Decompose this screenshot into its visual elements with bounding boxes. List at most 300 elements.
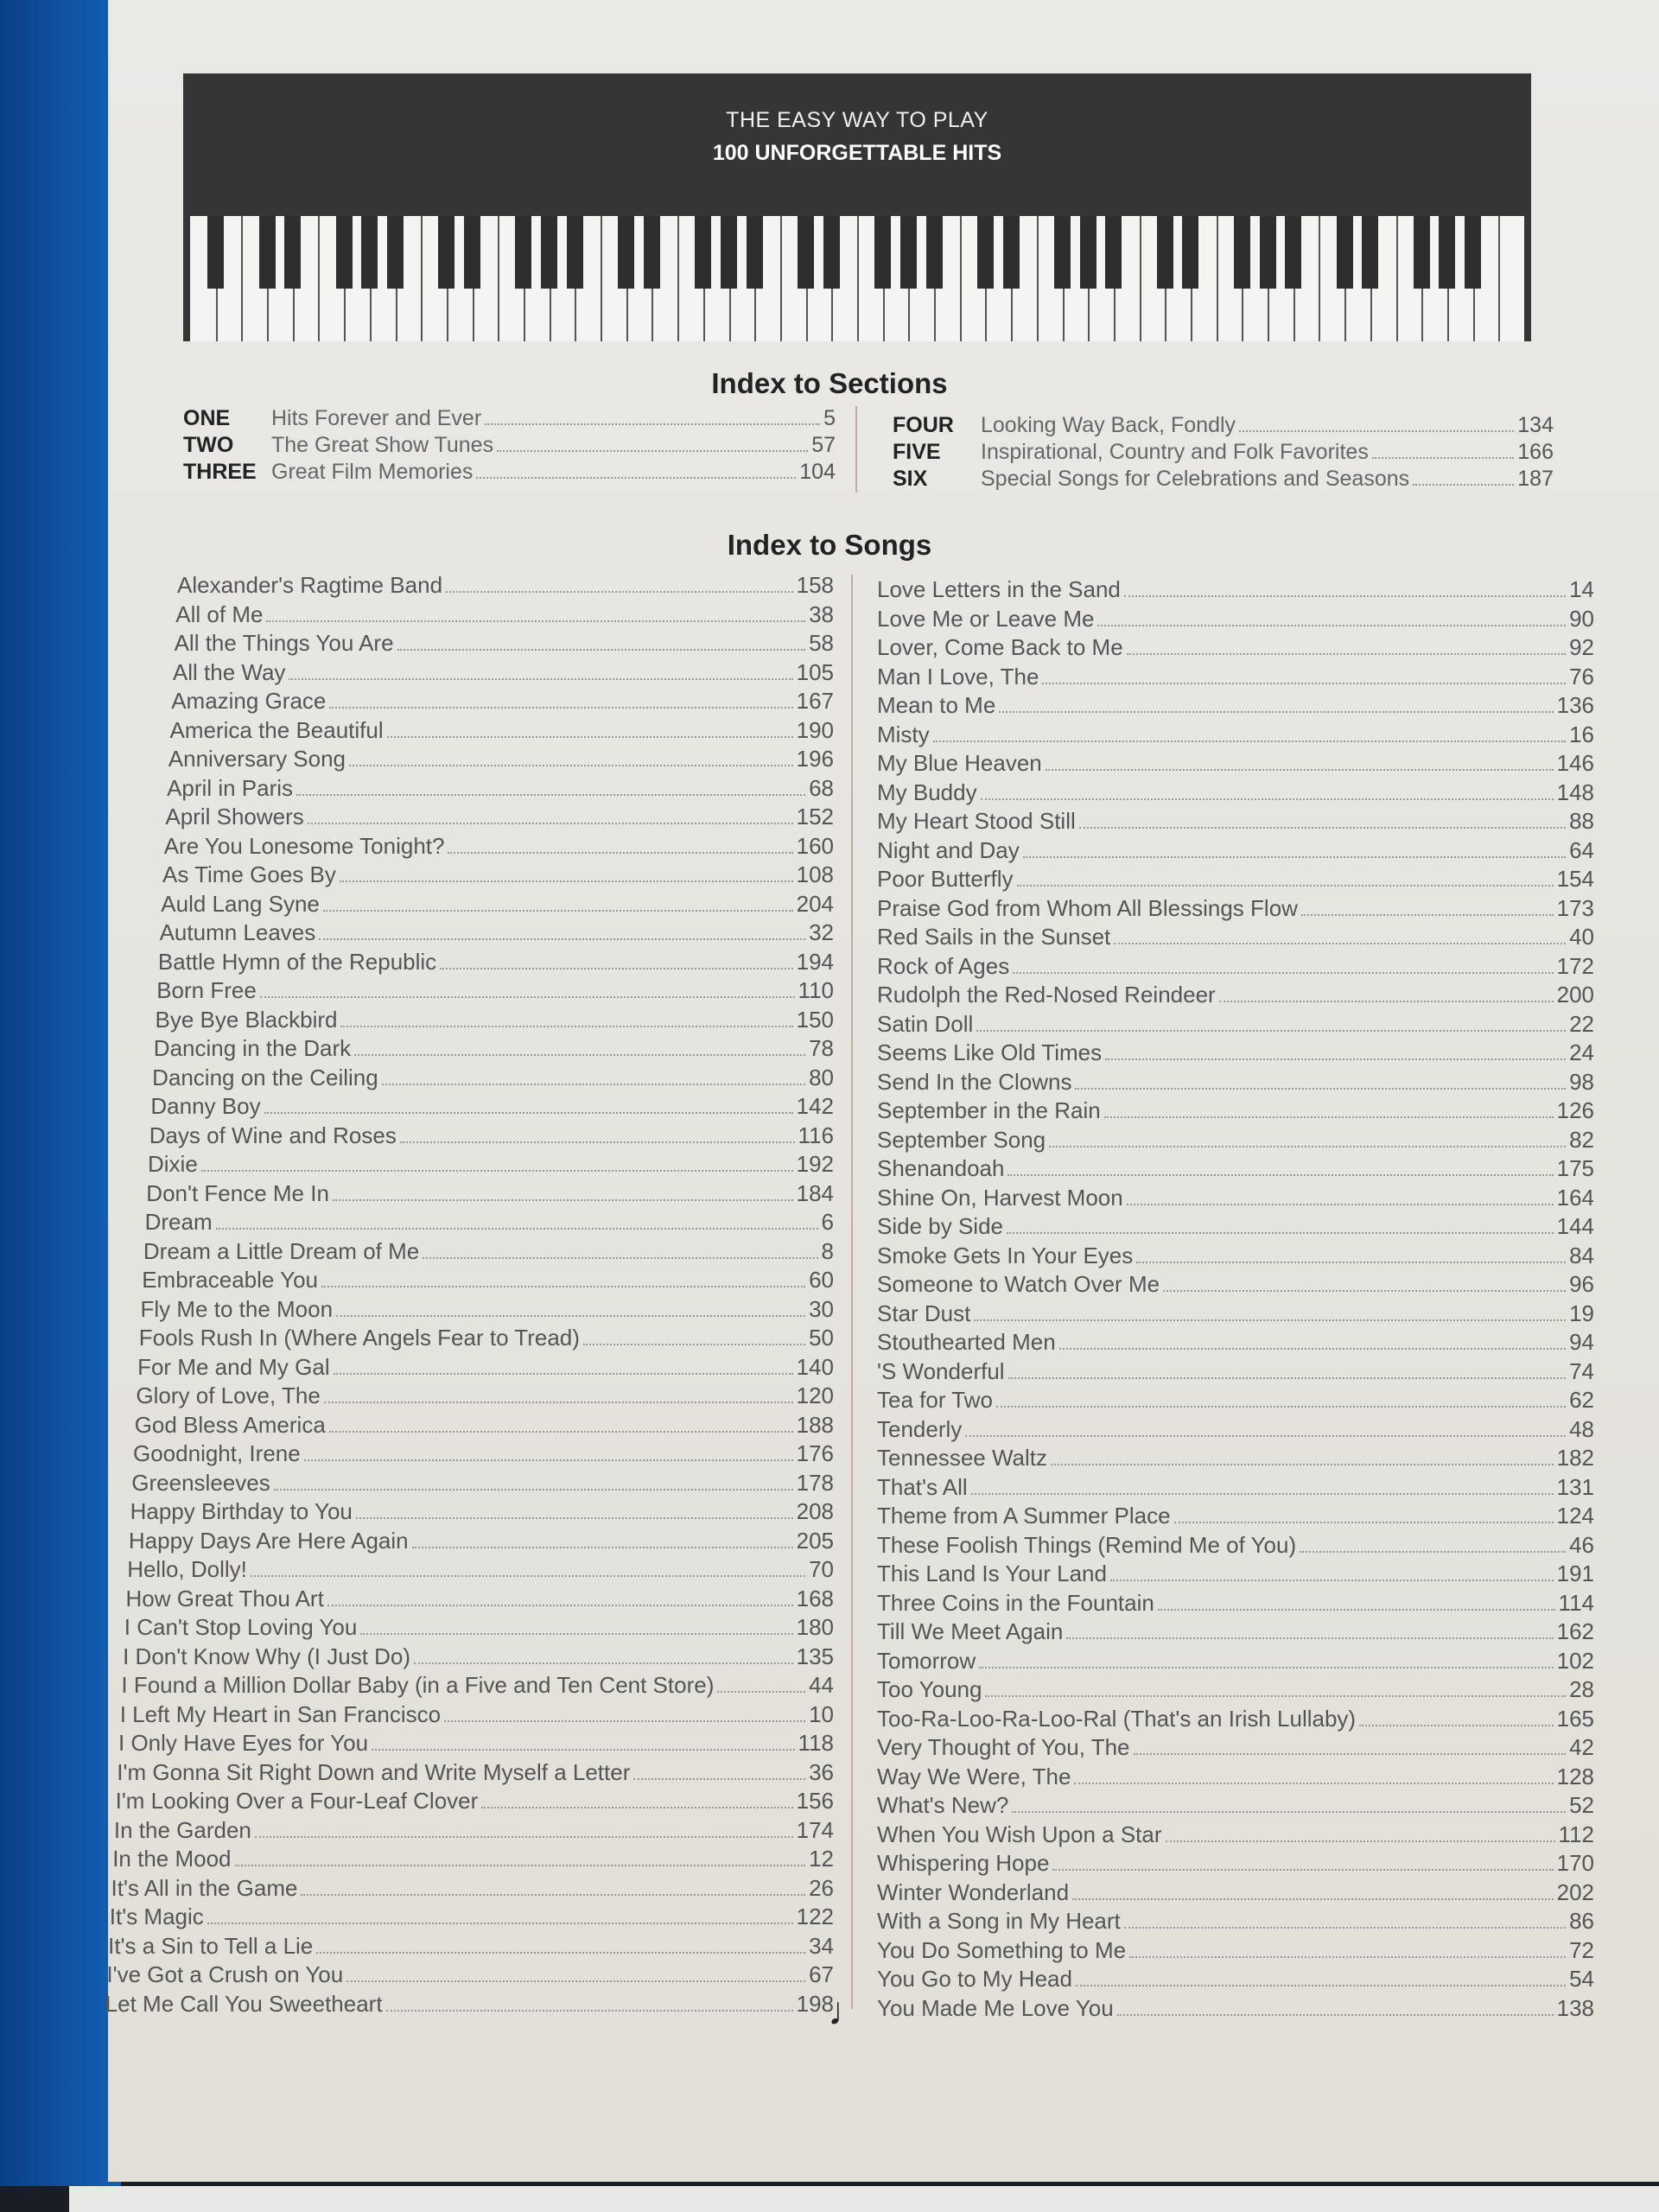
black-key <box>541 216 557 289</box>
song-entry <box>877 1995 1594 2024</box>
song-page: 172 <box>1556 952 1594 979</box>
music-note-icon: ♩ <box>828 1988 868 2033</box>
song-title: Autumn Leaves <box>159 919 316 945</box>
black-key <box>1157 216 1173 289</box>
dot-leader <box>319 938 805 940</box>
song-entry <box>877 634 1594 664</box>
dot-leader <box>981 798 1554 800</box>
dot-leader <box>207 1923 793 1924</box>
song-title: My Heart Stood Still <box>877 808 1076 834</box>
song-entry <box>877 1792 1594 1821</box>
section-entry <box>183 433 836 460</box>
song-title: Too-Ra-Loo-Ra-Loo-Ral (That's an Irish Lullaby) <box>877 1705 1357 1732</box>
song-page: 152 <box>796 804 834 830</box>
song-page: 184 <box>796 1179 834 1206</box>
song-title: Dream a Little Dream of Me <box>143 1237 420 1264</box>
song-page: 90 <box>1569 605 1594 632</box>
song-page: 48 <box>1569 1415 1594 1442</box>
song-title: My Blue Heaven <box>877 750 1042 776</box>
song-title: Send In the Clowns <box>877 1068 1072 1095</box>
dot-leader <box>976 1030 1566 1032</box>
black-key <box>798 216 814 289</box>
song-title: I'm Looking Over a Four-Leaf Clover <box>115 1788 479 1814</box>
dot-leader <box>340 1026 792 1027</box>
song-page: 38 <box>809 601 834 627</box>
song-title: Smoke Gets In Your Eyes <box>877 1242 1134 1268</box>
page-below <box>69 2186 1659 2212</box>
song-page: 178 <box>796 1469 834 1496</box>
dot-leader <box>412 1547 793 1548</box>
dot-leader <box>1114 943 1566 944</box>
song-page: 135 <box>796 1643 834 1669</box>
section-number: FIVE <box>893 440 941 464</box>
song-page: 102 <box>1556 1647 1594 1674</box>
dot-leader <box>1239 430 1514 432</box>
dot-leader <box>1007 1174 1553 1176</box>
song-page: 84 <box>1569 1242 1594 1268</box>
black-key <box>721 216 737 289</box>
black-key <box>207 216 224 289</box>
song-page: 108 <box>796 861 834 887</box>
song-entry <box>104 1846 834 1875</box>
section-title: The Great Show Tunes <box>271 433 494 457</box>
song-title: You Made Me Love You <box>877 1994 1114 2021</box>
song-entry <box>877 1734 1594 1764</box>
section-number: TWO <box>183 433 234 457</box>
song-title: Poor Butterfly <box>877 866 1014 892</box>
song-entry <box>104 601 834 631</box>
dot-leader <box>999 711 1553 713</box>
song-title: September in the Rain <box>877 1097 1101 1123</box>
song-title: I've Got a Crush on You <box>106 1961 344 1987</box>
section-number: THREE <box>183 460 257 484</box>
song-entry <box>104 717 834 747</box>
black-key <box>695 216 711 289</box>
dot-leader <box>1017 885 1554 887</box>
song-page: 94 <box>1569 1329 1594 1355</box>
song-entry <box>104 833 834 862</box>
song-page: 198 <box>796 1990 834 2017</box>
song-page: 28 <box>1569 1676 1594 1702</box>
dot-leader <box>1136 1262 1566 1263</box>
song-page: 24 <box>1569 1039 1594 1065</box>
dot-leader <box>1124 1927 1566 1929</box>
song-page: 208 <box>796 1498 834 1524</box>
song-entry <box>877 1908 1594 1937</box>
song-entry <box>104 775 834 804</box>
dot-leader <box>965 1435 1566 1437</box>
dot-leader <box>444 1720 805 1722</box>
song-title: Night and Day <box>877 836 1020 863</box>
dot-leader <box>1052 1869 1553 1871</box>
song-title: America the Beautiful <box>169 716 384 743</box>
song-entry <box>104 1035 834 1065</box>
song-page: 96 <box>1569 1271 1594 1297</box>
section-entry <box>893 440 1554 467</box>
song-title: Rudolph the Red-Nosed Reindeer <box>877 982 1216 1007</box>
song-page: 150 <box>796 1006 834 1033</box>
piano-banner <box>183 73 1531 341</box>
section-page: 5 <box>823 406 836 430</box>
song-page: 170 <box>1556 1850 1594 1876</box>
song-entry <box>877 1590 1594 1619</box>
song-title: How Great Thou Art <box>125 1585 324 1611</box>
song-title: April Showers <box>165 804 304 830</box>
song-title: Someone to Watch Over Me <box>877 1271 1160 1297</box>
song-page: 175 <box>1556 1155 1594 1181</box>
dot-leader <box>289 678 792 680</box>
dot-leader <box>316 1952 805 1954</box>
song-entry <box>877 1185 1594 1214</box>
song-title: It's All in the Game <box>111 1874 298 1901</box>
song-title: Three Coins in the Fountain <box>877 1589 1154 1616</box>
song-title: Bye Bye Blackbird <box>155 1006 338 1033</box>
song-page: 160 <box>796 832 834 859</box>
song-entry <box>877 1300 1594 1330</box>
song-entry <box>877 808 1594 837</box>
song-title: Red Sails in the Sunset <box>877 924 1111 950</box>
dot-leader <box>979 1667 1553 1669</box>
dot-leader <box>1124 595 1566 597</box>
song-entry <box>877 1155 1594 1185</box>
song-entry <box>877 1011 1594 1040</box>
song-entry <box>877 606 1594 635</box>
dot-leader <box>1097 625 1566 626</box>
song-entry <box>104 1614 834 1643</box>
song-page: 122 <box>796 1904 834 1929</box>
dot-leader <box>327 1605 793 1606</box>
song-entry <box>877 1243 1594 1272</box>
black-key <box>1003 216 1020 289</box>
song-title: These Foolish Things (Remind Me of You) <box>877 1531 1297 1558</box>
song-title: Way We Were, The <box>877 1763 1071 1789</box>
song-page: 60 <box>809 1267 834 1293</box>
banner-title: 100 UNFORGETTABLE HITS <box>712 141 1002 165</box>
song-page: 140 <box>796 1353 834 1380</box>
dot-leader <box>717 1691 805 1693</box>
song-page: 173 <box>1556 894 1594 921</box>
black-key <box>284 216 301 289</box>
dot-leader <box>266 620 805 622</box>
song-page: 40 <box>1569 924 1594 950</box>
song-title: Battle Hymn of the Republic <box>157 948 437 975</box>
song-title: Let Me Call You Sweetheart <box>105 1990 383 2017</box>
dot-leader <box>274 1489 793 1491</box>
column-divider <box>851 575 853 2009</box>
song-entry <box>877 895 1594 925</box>
song-title: Misty <box>877 721 930 747</box>
song-page: 72 <box>1569 1936 1594 1963</box>
song-title: Anniversary Song <box>168 746 346 772</box>
song-entry <box>877 1097 1594 1127</box>
black-key <box>900 216 917 289</box>
song-entry <box>104 1412 834 1441</box>
black-key <box>644 216 660 289</box>
section-entry <box>183 406 836 433</box>
dot-leader <box>414 1662 793 1664</box>
section-number: ONE <box>183 406 231 430</box>
song-entry <box>104 1354 834 1383</box>
song-page: 144 <box>1556 1213 1594 1239</box>
section-entry <box>893 467 1554 493</box>
dot-leader <box>387 736 793 738</box>
dot-leader <box>304 1459 793 1461</box>
song-entry <box>877 866 1594 895</box>
song-page: 176 <box>796 1440 834 1466</box>
column-divider <box>855 406 857 493</box>
dot-leader <box>985 1695 1566 1697</box>
song-page: 22 <box>1569 1010 1594 1037</box>
song-title: Love Me or Leave Me <box>877 605 1095 632</box>
song-entry <box>877 1850 1594 1879</box>
song-page: 34 <box>809 1932 834 1959</box>
song-entry <box>877 924 1594 953</box>
dot-leader <box>397 649 806 651</box>
section-title: Great Film Memories <box>271 460 474 484</box>
dot-leader <box>324 1402 793 1403</box>
dot-leader <box>334 1373 793 1375</box>
dot-leader <box>933 741 1566 742</box>
song-entry <box>877 692 1594 721</box>
song-title: God Bless America <box>134 1411 326 1438</box>
dot-leader <box>996 1406 1566 1408</box>
song-entry <box>104 1730 834 1759</box>
dot-leader <box>1051 1464 1554 1465</box>
dot-leader <box>1163 1290 1566 1292</box>
song-entry <box>104 919 834 949</box>
song-entry <box>104 1759 834 1789</box>
song-title: Rock of Ages <box>877 952 1010 979</box>
dot-leader <box>354 1054 805 1056</box>
song-title: Don't Fence Me In <box>146 1179 329 1206</box>
song-title: I'm Gonna Sit Right Down and Write Myself a Letter <box>117 1758 631 1785</box>
dot-leader <box>974 1319 1566 1321</box>
song-title: Mean to Me <box>877 692 996 718</box>
song-title: Till We Meet Again <box>877 1618 1064 1644</box>
song-page: 14 <box>1569 576 1594 602</box>
black-key <box>515 216 531 289</box>
song-title: Love Letters in the Sand <box>877 576 1121 602</box>
song-page: 131 <box>1556 1473 1594 1500</box>
dot-leader <box>386 2010 793 2012</box>
black-key <box>464 216 480 289</box>
song-title: Fools Rush In (Where Angels Fear to Tread) <box>138 1325 580 1351</box>
song-title: In the Mood <box>112 1846 232 1872</box>
dot-leader <box>336 1315 805 1317</box>
dot-leader <box>1049 1146 1566 1147</box>
song-entry <box>877 576 1594 606</box>
black-key <box>1054 216 1071 289</box>
dot-leader <box>321 1286 805 1287</box>
song-entry <box>877 1966 1594 1995</box>
dot-leader <box>264 1112 793 1114</box>
song-title: Shenandoah <box>877 1155 1005 1181</box>
song-title: All of Me <box>175 601 264 627</box>
song-page: 190 <box>796 716 834 743</box>
song-page: 68 <box>809 774 834 801</box>
song-entry <box>877 1764 1594 1793</box>
dot-leader <box>382 1084 805 1085</box>
song-page: 174 <box>796 1816 834 1843</box>
dot-leader <box>1105 1058 1566 1060</box>
song-page: 138 <box>1556 1994 1594 2021</box>
song-title: Dream <box>144 1209 213 1235</box>
dot-leader <box>497 450 808 452</box>
song-entry <box>104 1875 834 1904</box>
song-entry <box>104 1209 834 1238</box>
song-entry <box>104 1556 834 1586</box>
song-page: 168 <box>796 1585 834 1611</box>
black-key <box>926 216 943 289</box>
song-page: 200 <box>1556 982 1594 1007</box>
song-entry <box>877 1560 1594 1590</box>
song-entry <box>104 1238 834 1268</box>
song-title: Auld Lang Syne <box>161 890 320 917</box>
song-entry <box>104 1325 834 1354</box>
song-title: Praise God from Whom All Blessings Flow <box>877 894 1298 921</box>
song-entry <box>877 1445 1594 1474</box>
song-entry <box>877 1039 1594 1069</box>
song-page: 128 <box>1556 1763 1594 1789</box>
song-entry <box>104 977 834 1007</box>
song-entry <box>104 1180 834 1210</box>
song-entry <box>877 837 1594 867</box>
song-title: As Time Goes By <box>162 861 336 887</box>
song-page: 120 <box>796 1382 834 1408</box>
dot-leader <box>1013 972 1553 974</box>
song-title: Dancing in the Dark <box>153 1035 352 1061</box>
song-page: 30 <box>809 1295 834 1322</box>
song-title: Theme from A Summer Place <box>877 1503 1171 1529</box>
dot-leader <box>971 1493 1554 1495</box>
song-title: Lover, Come Back to Me <box>877 634 1123 660</box>
dot-leader <box>448 852 792 854</box>
song-title: I Found a Million Dollar Baby (in a Five and Ten Cent Store) <box>121 1672 715 1698</box>
song-page: 156 <box>796 1788 834 1814</box>
banner-subtitle: THE EASY WAY TO PLAY <box>726 108 988 132</box>
dot-leader <box>296 794 805 796</box>
dot-leader <box>1104 1116 1554 1118</box>
dot-leader <box>1117 2014 1554 2016</box>
song-entry <box>104 659 834 689</box>
dot-leader <box>360 1633 792 1635</box>
song-title: It's a Sin to Tell a Lie <box>108 1932 314 1959</box>
song-page: 16 <box>1569 721 1594 747</box>
song-entry <box>877 1416 1594 1446</box>
song-title: Tenderly <box>877 1415 963 1442</box>
song-title: You Do Something to Me <box>877 1936 1127 1963</box>
dot-leader <box>485 423 820 425</box>
song-entry <box>104 1586 834 1615</box>
black-key <box>259 216 276 289</box>
song-entry <box>877 1532 1594 1561</box>
song-entry <box>877 1387 1594 1416</box>
song-entry <box>104 1933 834 1962</box>
song-page: 12 <box>809 1846 834 1872</box>
song-entry <box>104 1701 834 1731</box>
song-page: 162 <box>1556 1618 1594 1644</box>
dot-leader <box>260 996 795 998</box>
song-title: Dixie <box>148 1151 198 1177</box>
song-entry <box>104 1961 834 1991</box>
song-page: 180 <box>796 1614 834 1640</box>
song-entry <box>877 1213 1594 1243</box>
song-title: Alexander's Ragtime Band <box>177 572 443 598</box>
song-title: Whispering Hope <box>877 1850 1050 1876</box>
song-title: You Go to My Head <box>877 1966 1072 1992</box>
song-page: 182 <box>1556 1445 1594 1471</box>
song-title: Tomorrow <box>877 1647 976 1674</box>
song-title: Happy Days Are Here Again <box>128 1527 409 1554</box>
song-page: 110 <box>798 977 834 1003</box>
song-page: 64 <box>1569 836 1594 863</box>
black-key <box>336 216 353 289</box>
song-entry <box>104 861 834 891</box>
song-entry <box>104 1643 834 1673</box>
song-title: Side by Side <box>877 1213 1003 1239</box>
song-page: 191 <box>1556 1560 1594 1586</box>
section-number: FOUR <box>893 413 954 437</box>
dot-leader <box>481 1807 792 1808</box>
song-entry <box>104 1007 834 1036</box>
song-title: Danny Boy <box>150 1093 261 1119</box>
song-title: Greensleeves <box>131 1469 270 1496</box>
section-page: 134 <box>1517 413 1554 437</box>
song-title: Tea for Two <box>877 1387 993 1413</box>
song-entry <box>877 1503 1594 1532</box>
song-page: 76 <box>1569 663 1594 690</box>
dot-leader <box>333 1199 793 1201</box>
song-title: Goodnight, Irene <box>133 1440 301 1466</box>
dot-leader <box>301 1894 805 1896</box>
blue-background <box>0 0 121 2186</box>
songs-list-right <box>877 576 1594 2024</box>
song-title: September Song <box>877 1126 1046 1153</box>
black-key <box>1080 216 1096 289</box>
section-page: 104 <box>799 460 836 484</box>
section-title: Special Songs for Celebrations and Seasons <box>981 467 1410 491</box>
dot-leader <box>476 477 796 479</box>
song-entry <box>104 1498 834 1528</box>
dot-leader <box>1059 1348 1566 1350</box>
dot-leader <box>583 1344 805 1345</box>
dot-leader <box>329 1431 793 1433</box>
song-page: 116 <box>798 1122 834 1148</box>
white-key <box>1498 216 1526 341</box>
dot-leader <box>216 1228 818 1230</box>
song-entry <box>877 1879 1594 1909</box>
dot-leader <box>1219 1001 1554 1002</box>
song-entry <box>877 1937 1594 1967</box>
dot-leader <box>1072 1898 1554 1900</box>
black-key <box>361 216 378 289</box>
song-entry <box>877 1329 1594 1358</box>
black-key <box>1234 216 1250 289</box>
song-title: Dancing on the Ceiling <box>152 1064 378 1090</box>
song-page: 80 <box>809 1064 834 1090</box>
piano-keys-illustration <box>190 216 1524 341</box>
song-title: All the Things You Are <box>174 630 394 656</box>
song-page: 44 <box>809 1672 834 1698</box>
song-page: 196 <box>796 746 834 772</box>
song-title: Seems Like Old Times <box>877 1039 1103 1065</box>
song-entry <box>877 750 1594 779</box>
section-title: Looking Way Back, Fondly <box>981 413 1236 437</box>
song-page: 67 <box>809 1961 834 1987</box>
black-key <box>1337 216 1353 289</box>
song-page: 32 <box>809 919 834 945</box>
dot-leader <box>1301 914 1554 916</box>
